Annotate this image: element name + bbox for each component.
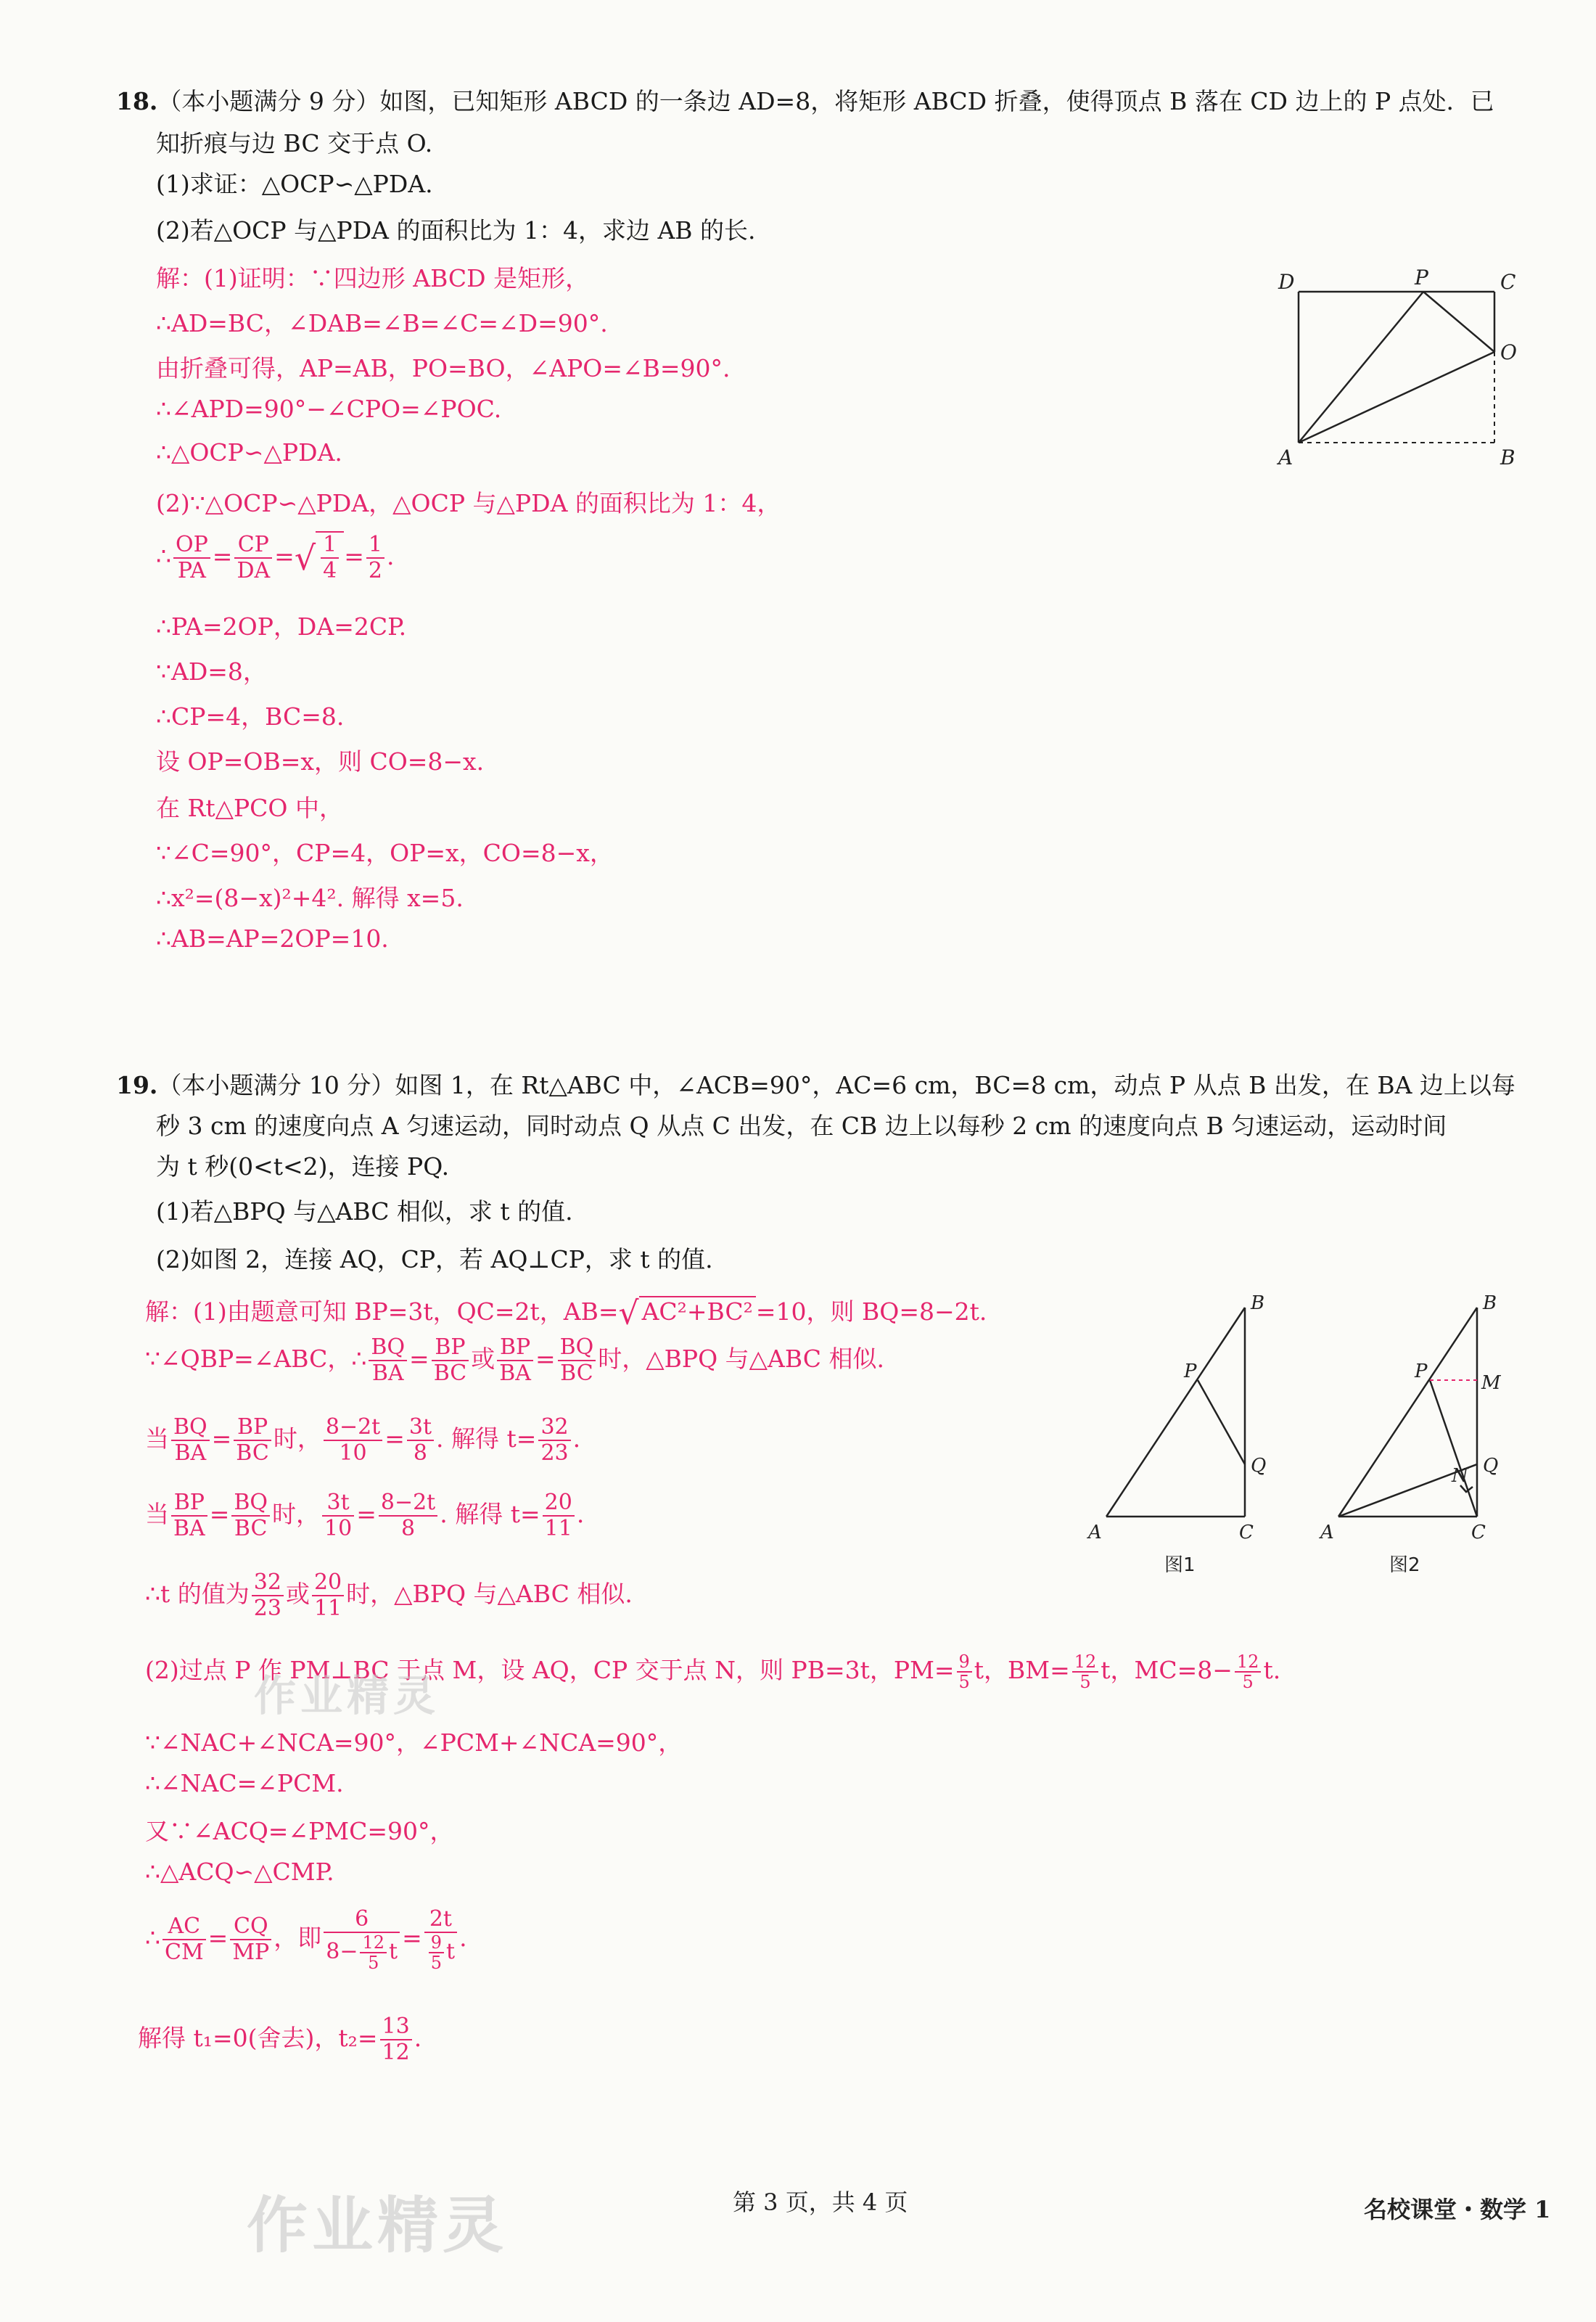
q18-sol2-4: 在 Rt△PCO 中， xyxy=(156,794,343,822)
label-c: C xyxy=(1500,270,1516,294)
q18-part1: (1)求证：△OCP∽△PDA. xyxy=(156,170,433,198)
q19-s1: 解：(1)由题意可知 BP=3t，QC=2t，AB=√ AC²+BC² =10，则 BQ=8−2t. xyxy=(145,1295,987,1332)
q18-sol-1: ∴AD=BC，∠DAB=∠B=∠C=∠D=90°. xyxy=(156,309,608,337)
q18-header xyxy=(116,80,1494,123)
edge-ap xyxy=(1299,292,1423,443)
q19-s8: ∴∠NAC=∠PCM. xyxy=(145,1769,344,1797)
f1-label-b: B xyxy=(1251,1292,1265,1314)
f2-label-c: C xyxy=(1471,1522,1486,1543)
q19-s9: 又∵∠ACQ=∠PMC=90°， xyxy=(145,1817,454,1845)
edge-ao xyxy=(1299,352,1494,443)
q18-sol2-5: ∵∠C=90°，CP=4，OP=x，CO=8−x， xyxy=(156,839,614,867)
q18-sol-5: (2)∵△OCP∽△PDA，△OCP 与△PDA 的面积比为 1：4， xyxy=(156,489,781,517)
fig1-caption: 图1 xyxy=(1164,1554,1196,1576)
label-o: O xyxy=(1500,340,1517,364)
q19-s3: 当 $\frac{BQ}{BA}$ = $\frac{BP}{BC}$ 时， $\frac{8-2t}{10}$ = $\frac{3t}{8}$ . 解得 t= $\frac{32}{23}$ . xyxy=(145,1414,581,1466)
q19-s5: ∴t 的值为 $\frac{32}{23}$ 或 $\frac{20}{11}$ 时，△BPQ 与△ABC 相似. xyxy=(145,1570,633,1621)
q18-ratio: ∴ $\frac{OP}{PA}$ = $\frac{CP}{DA}$ =√ $\frac{1}{4}$ = $\frac{1}{2}$ . xyxy=(156,532,395,583)
watermark-bottom: 作业精灵 xyxy=(247,2190,509,2261)
f2-label-b: B xyxy=(1483,1292,1497,1314)
q18-figure xyxy=(1270,261,1545,479)
q18-sol2-2: ∴CP=4，BC=8. xyxy=(156,702,345,731)
q19-s10: ∴△ACQ∽△CMP. xyxy=(145,1858,334,1886)
q19-s4: 当 $\frac{BP}{BA}$ = $\frac{BQ}{BC}$ 时， $\frac{3t}{10}$ = $\frac{8-2t}{8}$ . 解得 t= $\frac{20}{11}$ . xyxy=(145,1490,585,1541)
page-number: 第 3 页，共 4 页 xyxy=(733,2188,908,2216)
f2-label-m: M xyxy=(1481,1372,1501,1394)
q18-sol2-6: ∴x²=(8−x)²+4². 解得 x=5. xyxy=(156,884,464,912)
q18-sol2-7: ∴AB=AP=2OP=10. xyxy=(156,924,389,953)
fig2-caption: 图2 xyxy=(1389,1554,1420,1576)
f2-label-n: N xyxy=(1452,1465,1468,1487)
q19-part2: (2)如图 2，连接 AQ，CP，若 AQ⊥CP，求 t 的值. xyxy=(156,1245,713,1273)
q18-sol-4: ∴△OCP∽△PDA. xyxy=(156,438,342,467)
q18-line2: 知折痕与边 BC 交于点 O. xyxy=(156,129,433,157)
q18-sol-2: 由折叠可得，AP=AB，PO=BO，∠APO=∠B=90°. xyxy=(156,354,731,382)
q19-number: 19. xyxy=(116,1071,158,1099)
q19-line2: 秒 3 cm 的速度向点 A 匀速运动，同时动点 Q 从点 C 出发，在 CB 边上以每秒 2 cm 的速度向点 B 匀速运动，运动时间 xyxy=(156,1112,1447,1140)
frac-cp-da: $\frac{CP}{DA}$ xyxy=(234,533,272,583)
edge-po xyxy=(1423,292,1494,352)
q18-line1: （本小题满分 9 分）如图，已知矩形 ABCD 的一条边 AD=8，将矩形 ABCD 折叠，使得顶点 B 落在 CD 边上的 P 点处．已 xyxy=(157,87,1494,115)
f2-label-q: Q xyxy=(1483,1455,1499,1477)
q19-s11: ∴ $\frac{AC}{CM}$ = $\frac{CQ}{MP}$ ，即 6 8− $\frac{12}{5}$ t = 2t $\frac{9}{5}$ t . xyxy=(145,1906,467,1973)
frac-1-2: $\frac{1}{2}$ xyxy=(366,533,384,583)
q18-sol-0: 解：(1)证明：∵四边形 ABCD 是矩形， xyxy=(156,264,590,292)
label-d: D xyxy=(1278,270,1295,294)
q19-part1: (1)若△BPQ 与△ABC 相似，求 t 的值. xyxy=(156,1197,573,1226)
f2-label-a: A xyxy=(1320,1522,1334,1543)
q18-sol-3: ∴∠APD=90°−∠CPO=∠POC. xyxy=(156,395,502,423)
q18-sol2-3: 设 OP=OB=x，则 CO=8−x. xyxy=(156,747,485,776)
f2-label-p: P xyxy=(1415,1361,1428,1382)
label-b: B xyxy=(1500,446,1515,469)
q19-s2: ∵∠QBP=∠ABC，∴ $\frac{BQ}{BA}$ = $\frac{BP}{BC}$ 或 $\frac{BP}{BA}$ = $\frac{BQ}{BC}$ 时，△BPQ 与△ABC 相似. xyxy=(145,1334,884,1386)
q19-s6: (2)过点 P 作 PM⊥BC 于点 M，设 AQ，CP 交于点 N，则 PB=3t，PM= $\frac{9}{5}$ t，BM= $\frac{12}{5}$ t，MC=8− $\frac{12}{5}$ t. xyxy=(145,1652,1281,1692)
q18-sol2-1: ∵AD=8， xyxy=(156,657,267,686)
q19-line3: 为 t 秒(0<t<2)，连接 PQ. xyxy=(156,1152,450,1181)
label-a: A xyxy=(1278,446,1293,469)
f1-label-q: Q xyxy=(1251,1455,1267,1477)
q19-header xyxy=(116,1064,1515,1107)
f1-label-a: A xyxy=(1088,1522,1102,1543)
q18-part2: (2)若△OCP 与△PDA 的面积比为 1：4，求边 AB 的长. xyxy=(156,216,756,245)
q18-number: 18. xyxy=(116,87,158,115)
fig1-lines xyxy=(1106,1308,1245,1517)
f1-label-p: P xyxy=(1184,1361,1197,1382)
watermark-mid: 作业精灵 xyxy=(254,1671,440,1720)
q19-s12: 解得 t₁=0(舍去)，t₂= $\frac{13}{12}$ . xyxy=(138,2014,422,2065)
f1-label-c: C xyxy=(1239,1522,1254,1543)
q19-figures xyxy=(1074,1284,1545,1589)
q19-s7: ∵∠NAC+∠NCA=90°，∠PCM+∠NCA=90°， xyxy=(145,1728,683,1757)
label-p: P xyxy=(1415,266,1428,290)
q18-sol2-0: ∴PA=2OP，DA=2CP. xyxy=(156,612,407,641)
frac-1-4: $\frac{1}{4}$ xyxy=(321,533,339,583)
q19-line1: （本小题满分 10 分）如图 1，在 Rt△ABC 中，∠ACB=90°，AC=6 cm，BC=8 cm，动点 P 从点 B 出发，在 BA 边上以每 xyxy=(157,1071,1515,1099)
brand-label: 名校课堂・数学 1 xyxy=(1364,2196,1551,2223)
frac-op-pa: $\frac{OP}{PA}$ xyxy=(173,533,210,583)
